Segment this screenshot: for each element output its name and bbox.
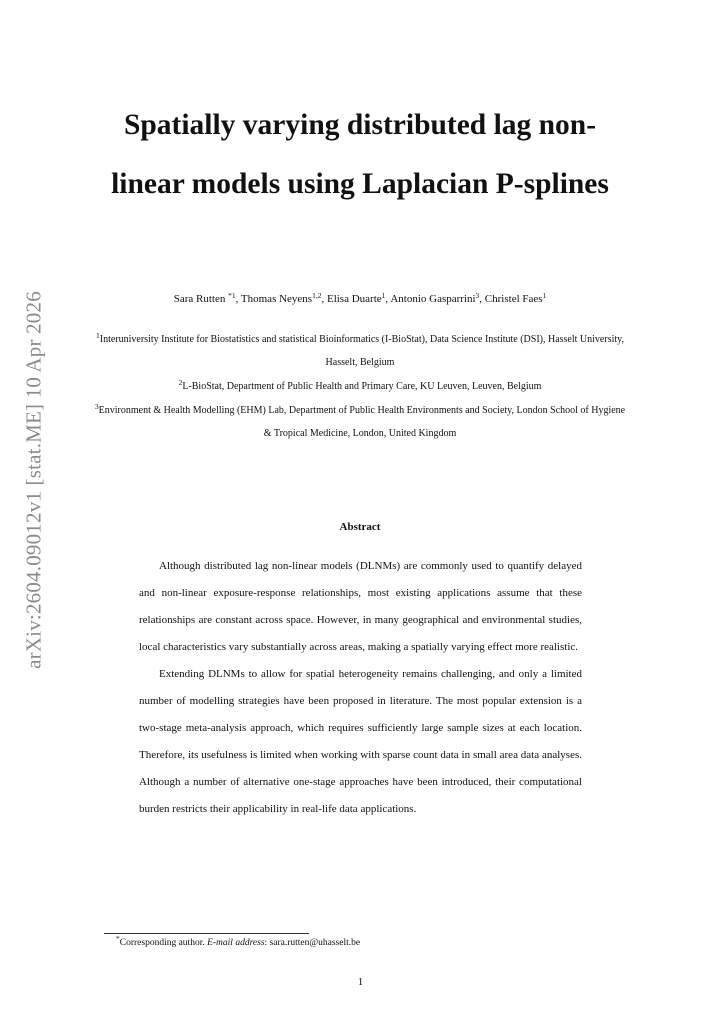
author-name: Sara Rutten <box>173 293 226 305</box>
affiliation-marker: 3 <box>94 402 99 411</box>
footnote-email-label: E-mail address <box>207 938 265 948</box>
author-name: Elisa Duarte <box>326 293 382 305</box>
affiliation-text: Environment & Health Modelling (EHM) Lab, Department of Public Health Environments and Society, London School of Hygiene & Tropical Medicine, London, United Kingdom <box>98 405 626 439</box>
author-name: Christel Faes <box>484 293 543 305</box>
footnote-label: Corresponding author. <box>119 938 205 948</box>
arxiv-identifier-stamp: arXiv:2604.09012v1 [stat.ME] 10 Apr 2026 <box>21 291 46 669</box>
abstract-body <box>139 553 582 823</box>
author-marker: *1 <box>228 291 236 300</box>
footnote-rule <box>104 933 309 934</box>
author-marker: 1 <box>381 291 386 300</box>
author-marker: 1 <box>542 291 547 300</box>
footnote-marker: * <box>116 934 120 943</box>
affiliation-text: Interuniversity Institute for Biostatistics and statistical Bioinformatics (I-BioStat), Data Science Institute (DSI), Hasselt University, Hasselt, Belgium <box>99 334 624 368</box>
abstract-paragraph: Extending DLNMs to allow for spatial heterogeneity remains challenging, and only a limited number of modelling strategies have been proposed in literature. The most popular extension is a two-stage meta-analysis approach, which requires sufficiently large sample sizes at each location. Therefore, its usefulness is limited when working with sparse count data in small area data analyses. Although a number of alternative one-stage approaches have been introduced, their computational burden restricts their applicability in real-life data applications. <box>139 668 582 815</box>
affiliation-text: L-BioStat, Department of Public Health and Primary Care, KU Leuven, Leuven, Belgium <box>182 381 542 392</box>
affiliation-3 <box>90 399 630 445</box>
page-number: 1 <box>357 976 364 988</box>
paper-title: Spatially varying distributed lag non-linear models using Laplacian P-splines <box>111 109 609 200</box>
author-name: Thomas Neyens <box>240 293 313 305</box>
author-marker: 3 <box>475 291 480 300</box>
affiliation-1 <box>90 328 630 374</box>
affiliation-marker: 1 <box>96 331 100 340</box>
affiliation-marker: 2 <box>178 378 183 387</box>
corresponding-author-footnote: *Corresponding author. E-mail address: sara.rutten@uhasselt.be <box>116 934 361 948</box>
author-name: Antonio Gasparrini <box>390 293 476 305</box>
author-marker: 1,2 <box>312 291 322 300</box>
affiliation-2 <box>90 375 630 398</box>
abstract-paragraph: Although distributed lag non-linear models (DLNMs) are commonly used to quantify delayed and non-linear exposure-response relationships, most existing applications assume that these relationships are constant across space. However, in many geographical and environmental studies, local characteristics vary substantially across areas, making a spatially varying effect more realistic. <box>139 560 582 653</box>
author-list: Sara Rutten $^{*1}$, Thomas Neyens$^{1,2}$, Elisa Duarte$^1$, Antonio Gasparrini$^3$, Christel Faes$^1$ <box>173 291 547 305</box>
abstract-heading: Abstract <box>339 521 381 533</box>
footnote-email[interactable]: sara.rutten@uhasselt.be <box>269 938 361 948</box>
